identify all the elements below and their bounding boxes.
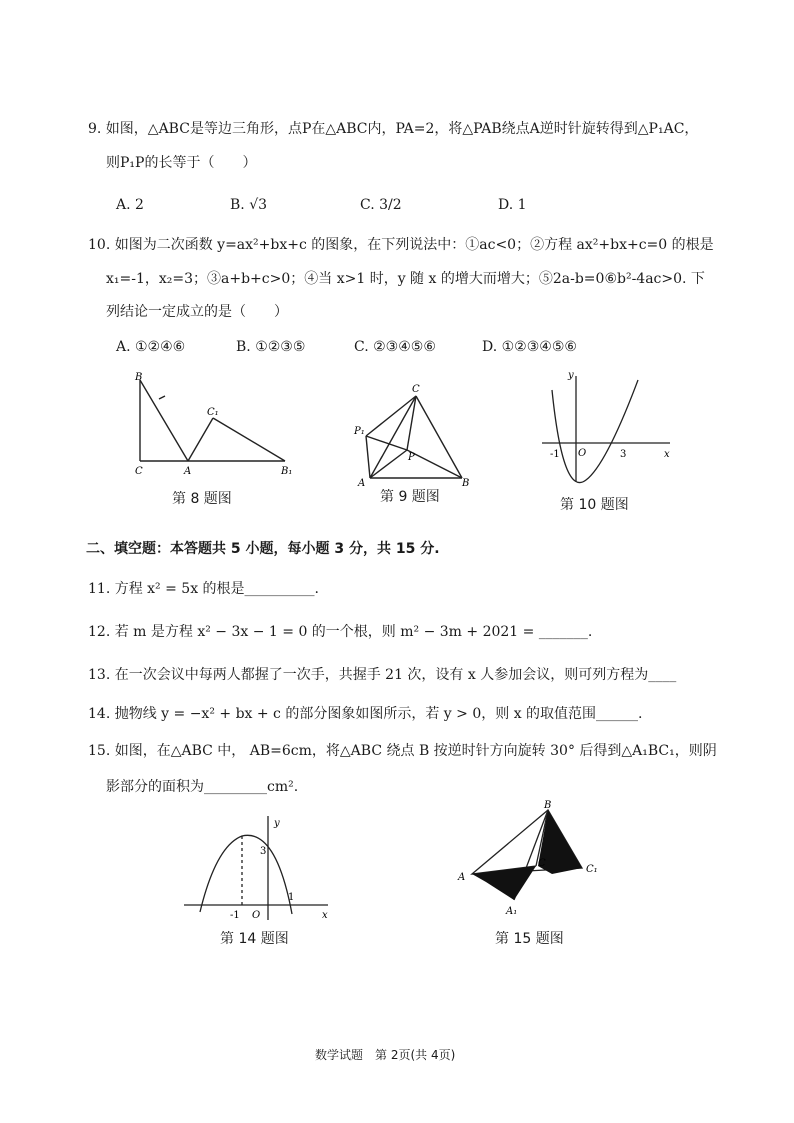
fig10-label-o: O [578,448,587,459]
fig9-label-b: B [462,478,470,488]
figure-8 [125,370,295,480]
q9-option-d: D. 1 [498,197,527,213]
fig14-label-y: y [274,818,280,829]
fig10-caption: 第 10 题图 [560,497,629,513]
fig10-label-y: y [568,370,574,381]
q10-option-d: D. ①②③④⑤⑥ [482,339,577,355]
q10-option-c: C. ②③④⑤⑥ [354,339,436,355]
fig14-caption: 第 14 题图 [220,931,289,947]
fig8-label-b1: B₁ [281,466,293,477]
fig9-label-p1: P₁ [354,426,365,437]
fig8-caption: 第 8 题图 [172,491,232,507]
q9-line2: 则P₁P的长等于（ ） [106,155,257,171]
fig9-label-a: A [358,478,366,488]
fig9-edge-ap [370,450,407,478]
fig8-edge-ac1 [188,418,213,461]
q10-option-b: B. ①②③⑤ [236,339,306,355]
fig14-label-3: 3 [260,846,267,857]
fig14-label-o: O [252,910,261,921]
fig15-label-a: A [458,872,466,883]
q10-line3: 列结论一定成立的是（ ） [106,304,288,320]
fig14-label-neg1: -1 [230,910,240,921]
q10-option-a: A. ①②④⑥ [116,339,186,355]
fig14-parabola [200,835,295,914]
q13-text: 13. 在一次会议中每两人都握了一次手，共握手 21 次，设有 x 人参加会议，则可列方程为____ [88,667,677,683]
q15-line2: 影部分的面积为_________cm². [106,779,299,795]
fig8-edge-c1b1 [213,418,285,461]
fig8-edge-ba [140,380,188,461]
fig9-edge-ap1 [366,436,370,478]
figure-14 [178,812,338,922]
fig9-label-c: C [412,384,420,395]
fig15-label-a1: A₁ [506,906,518,917]
page-footer: 数学试题 第 2页(共 4页) [315,1048,456,1062]
q15-line1: 15. 如图，在△ABC 中， AB=6cm，将△ABC 绕点 B 按逆时针方向旋转 30° 后得到△A₁BC₁，则阴 [88,743,717,759]
figure-15 [452,796,612,922]
fig15-caption: 第 15 题图 [495,931,564,947]
fig10-parabola [552,380,638,483]
fig14-label-x: x [322,910,328,921]
q12-text: 12. 若 m 是方程 x² − 3x − 1 = 0 的一个根，则 m² − 3m + 2021 = _______. [88,624,593,640]
fig8-label-a: A [184,466,192,477]
q10-line1: 10. 如图为二次函数 y=ax²+bx+c 的图象，在下列说法中：①ac<0；②方程 ax²+bx+c=0 的根是 [88,237,714,253]
q9-option-b: B. √3 [230,197,268,213]
fig9-edge-p1c [366,396,416,436]
fig14-label-1: 1 [288,892,295,903]
fig15-shaded-region-lower [472,866,536,900]
fig8-label-c: C [135,466,143,477]
fig9-caption: 第 9 题图 [380,489,440,505]
fig8-label-c1: C₁ [207,407,219,418]
q9-option-c: C. 3/2 [360,197,402,213]
q9-option-a: A. 2 [116,197,144,213]
fig15-label-c: C [538,858,546,869]
fig8-label-b: B [135,372,143,383]
fig8-tick [159,396,165,399]
q14-text: 14. 抛物线 y = −x² + bx + c 的部分图象如图所示，若 y > 0，则 x 的取值范围______. [88,706,643,722]
fig15-label-c1: C₁ [586,864,598,875]
fig15-label-b: B [544,800,552,811]
figure-9 [352,380,482,488]
q11-text: 11. 方程 x² = 5x 的根是__________. [88,581,320,597]
fig10-label-x: x [664,449,670,460]
section2-title: 二、填空题：本答题共 5 小题，每小题 3 分，共 15 分. [86,541,440,557]
figure-10 [538,370,678,488]
fig9-label-p: P [408,452,415,463]
q9-line1: 9. 如图，△ABC是等边三角形，点P在△ABC内，PA=2，将△PAB绕点A逆时针旋转得到△P₁AC， [88,121,699,137]
q10-line2: x₁=-1，x₂=3；③a+b+c>0；④当 x>1 时，y 随 x 的增大而增大；⑤2a-b=0⑥b²-4ac>0. 下 [106,271,705,287]
fig10-label-neg1: -1 [550,449,560,460]
fig10-label-3: 3 [620,449,627,460]
